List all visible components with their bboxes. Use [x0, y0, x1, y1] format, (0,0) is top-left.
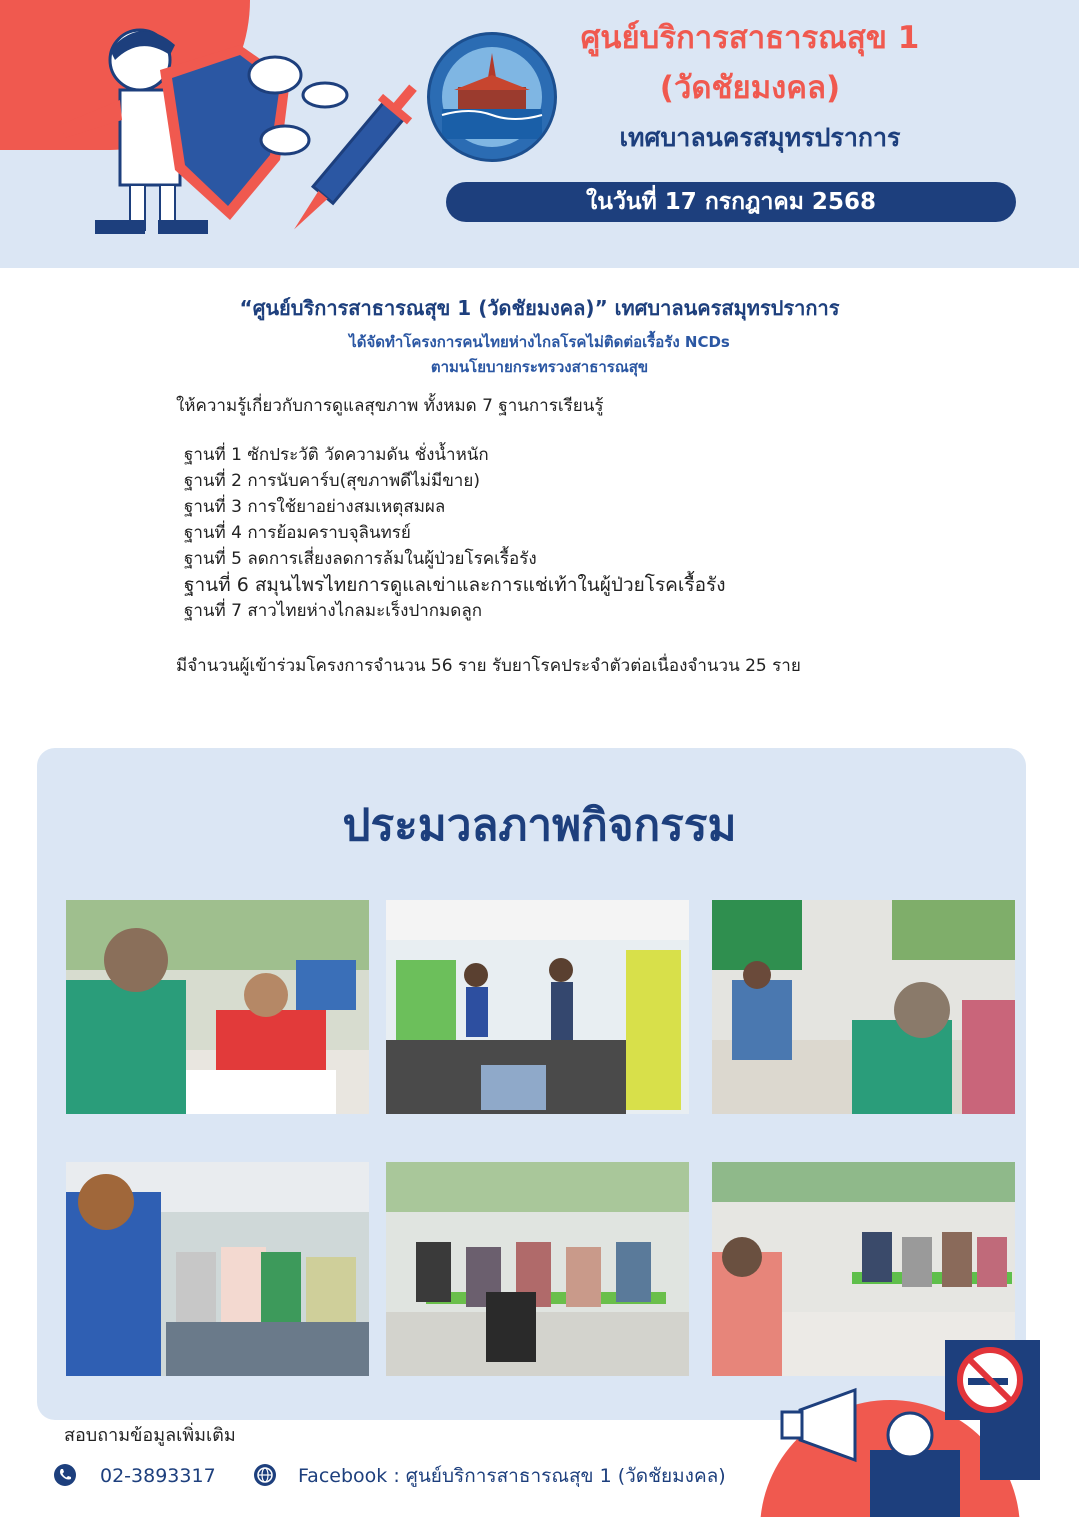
center-title-line2: (วัดชัยมงคล) [659, 70, 841, 106]
activity-photo-1 [66, 900, 369, 1114]
intro-policy: ตามนโยบายกระทรวงสาธารณสุข [430, 358, 649, 376]
lead-text: ให้ความรู้เกี่ยวกับการดูแลสุขภาพ ทั้งหมด 7 ฐานการเรียนรู้ [176, 396, 604, 416]
phone-icon [54, 1464, 76, 1486]
station-item: ฐานที่ 6 สมุนไพรไทยการดูแลเข่าและการแช่เท้าในผู้ป่วยโรคเรื้อรัง [184, 574, 726, 596]
station-item: ฐานที่ 4 การย้อมคราบจุลินทรย์ [184, 523, 411, 543]
facebook-link[interactable]: Facebook : ศูนย์บริการสาธารณสุข 1 (วัดชัยมงคล) [298, 1465, 726, 1487]
event-date: ในวันที่ 17 กรกฎาคม 2568 [446, 182, 1016, 222]
no-smoking-illustration [760, 1340, 1079, 1517]
station-item: ฐานที่ 5 ลดการเสี่ยงลดการล้มในผู้ป่วยโรคเรื้อรัง [184, 549, 537, 569]
globe-icon [254, 1464, 276, 1486]
station-item: ฐานที่ 7 สาวไทยห่างไกลมะเร็งปากมดลูก [184, 601, 483, 621]
station-list [184, 442, 725, 624]
station-item: ฐานที่ 1 ซักประวัติ วัดความดัน ชั่งน้ำหนัก [184, 445, 489, 465]
participant-summary: มีจำนวนผู้เข้าร่วมโครงการจำนวน 56 ราย รับยาโรคประจำตัวต่อเนื่องจำนวน 25 ราย [176, 656, 801, 676]
contact-label: สอบถามข้อมูลเพิ่มเติม [64, 1425, 236, 1446]
intro-subheading: ได้จัดทำโครงการคนไทยห่างไกลโรคไม่ติดต่อเรื้อรัง NCDs [349, 333, 730, 351]
no-smoking-icon [960, 1350, 1020, 1410]
municipality-name: เทศบาลนครสมุทรปราการ [619, 123, 901, 152]
center-title-line1: ศูนย์บริการสาธารณสุข 1 [580, 20, 920, 56]
activity-photo-5 [386, 1162, 689, 1376]
activity-photo-4 [66, 1162, 369, 1376]
gallery-title: ประมวลภาพกิจกรรม [342, 800, 737, 851]
health-mascot-illustration [40, 20, 430, 250]
station-item: ฐานที่ 3 การใช้ยาอย่างสมเหตุสมผล [184, 497, 446, 517]
phone-number[interactable]: 02-3893317 [100, 1465, 216, 1487]
intro-heading: “ศูนย์บริการสาธารณสุข 1 (วัดชัยมงคล)” เทศบาลนครสมุทรปราการ [239, 296, 840, 320]
syringe-icon [280, 75, 428, 241]
activity-photo-2 [386, 900, 689, 1114]
station-item: ฐานที่ 2 การนับคาร์บ(สุขภาพดีไม่มีขาย) [184, 471, 480, 491]
activity-photo-3 [712, 900, 1015, 1114]
